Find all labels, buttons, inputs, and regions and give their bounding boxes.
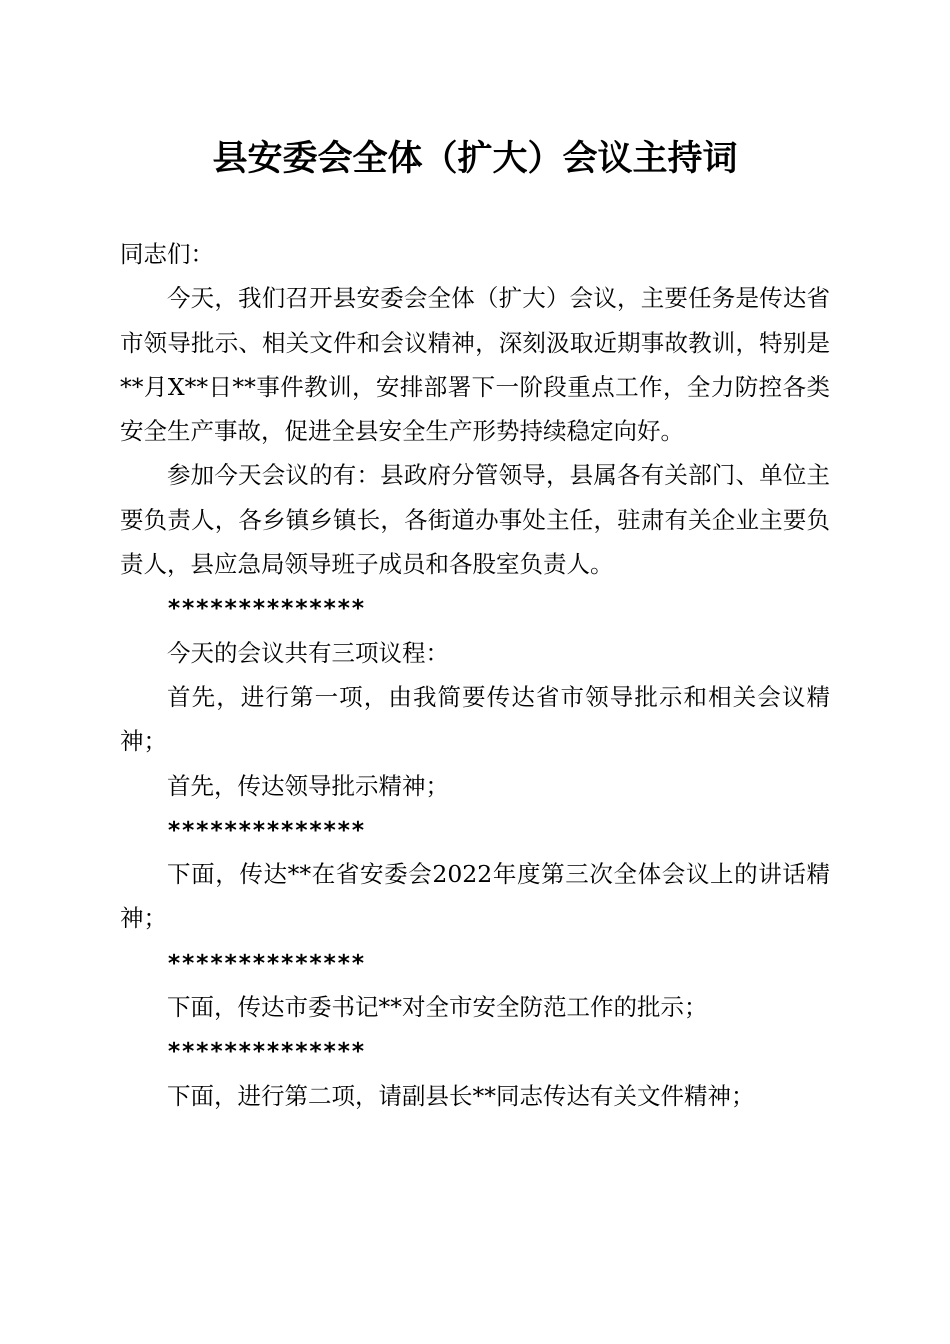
document-title: 县安委会全体（扩大）会议主持词 (212, 138, 738, 179)
paragraph-attendees: 参加今天会议的有：县政府分管领导，县属各有关部门、单位主要负责人，各乡镇乡镇长，各街道办事处主任，驻肃有关企业主要负责人，县应急局领导班子成员和各股室负责人。 (120, 461, 830, 579)
placeholder-stars: ************** (167, 815, 366, 844)
paragraph-agenda-item-2: 下面，进行第二项，请副县长**同志传达有关文件精神； (167, 1081, 755, 1110)
document-body (120, 232, 830, 1118)
placeholder-stars: ************** (167, 594, 366, 623)
paragraph-agenda-intro: 今天的会议共有三项议程： (167, 638, 449, 667)
paragraph-instructions: 首先，传达领导批示精神； (167, 771, 449, 800)
paragraph-opening: 今天，我们召开县安委会全体（扩大）会议，主要任务是传达省市领导批示、相关文件和会议精神，深刻汲取近期事故教训，特别是**月X**日**事件教训，安排部署下一阶段重点工作，全力防控各类安全生产事故，促进全县安全生产形势持续稳定向好。 (120, 284, 830, 446)
placeholder-stars: ************** (167, 948, 366, 977)
paragraph-agenda-item-1: 首先，进行第一项，由我简要传达省市领导批示和相关会议精神； (120, 682, 830, 756)
salutation: 同志们： (120, 240, 214, 268)
paragraph-city-secretary: 下面，传达市委书记**对全市安全防范工作的批示； (167, 993, 708, 1022)
placeholder-stars: ************** (167, 1037, 366, 1066)
paragraph-provincial-speech: 下面，传达**在省安委会2022年度第三次全体会议上的讲话精神； (120, 860, 830, 933)
